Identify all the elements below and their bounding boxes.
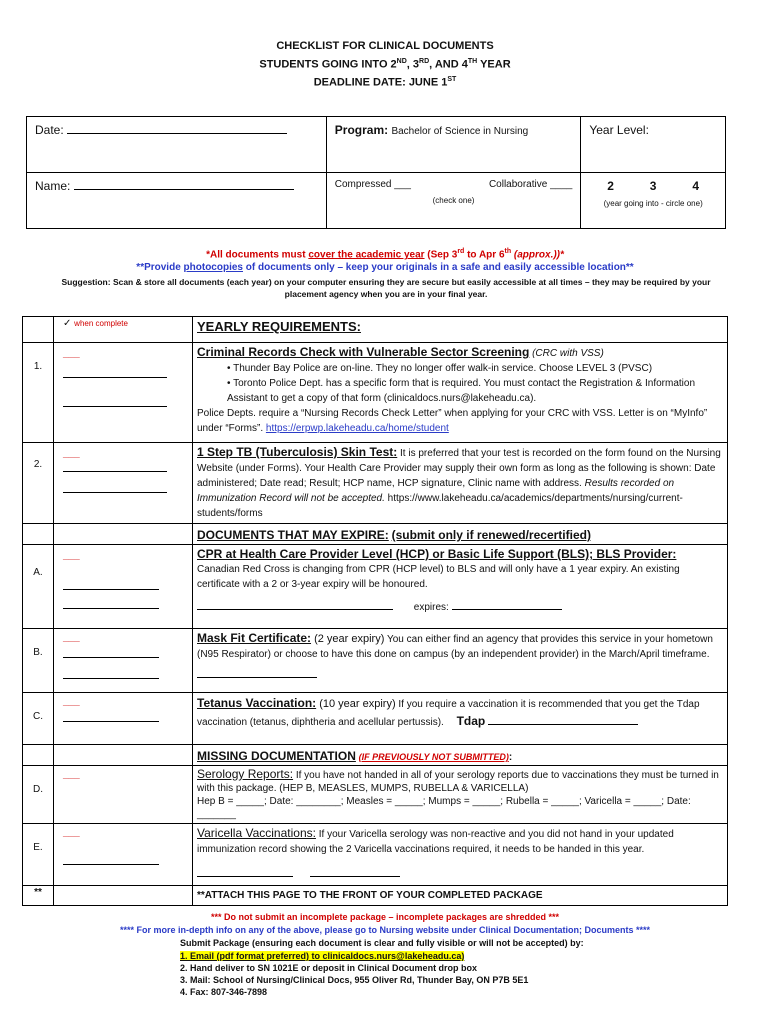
date-cell: Date: bbox=[27, 117, 327, 173]
check-mark-icon: ✓ bbox=[63, 318, 72, 329]
cpr-detail-field[interactable] bbox=[197, 609, 393, 610]
suggestion-note: Suggestion: Scan & store all documents (each year) on your computer ensuring they are secure but easily accessible at all times – they may be required by your placement agency when you are in your final year. bbox=[61, 277, 711, 299]
year-note: (year going into - circle one) bbox=[603, 199, 703, 208]
table-row: E. ___ Varicella Vaccinations: If your Varicella serology was non-reactive and you did not hand in your updated immunization record showing the 2 Varicella vaccinations required, it needs to be handed in this year. bbox=[23, 824, 728, 886]
requirements-table: ✓ when complete YEARLY REQUIREMENTS: 1. ___ Criminal Records Check with Vulnerable Sector Screening (CRC with VSS) • Thunder Bay Police are on-line. They no longer offer walk-in service. Choose LEVEL 3 (PVSC) • Toronto Police Dept. has a specific form that is required. You must contact the Registration & Information Assistant to get a copy of that form (clinicaldocs.nurs@lakeheadu.ca). Police Depts. require a “Nursing Records Check Letter” when applying for your CRC with VSS. Letter is on “MyInfo” under “Forms”. https://erpwp.lakeheadu.ca/home/student 2. ___ 1 Step TB (Tuberculosis) Skin Test: It is preferred that your test is recorded on the form found on the Nursing Website (under Forms). Your Health Care Provider may supply their own form as long as the following is shown: Date administered; Date read; Result; HCP name, HCP signature, Clinic name with address. Results recorded on Immunization Record will not be accepted. https://www.lakeheadu.ca/academics/departments/nursing/current-students/forms DOCUMENTS THAT MAY EXPIRE: (submit only if renewed/recertified) A. ___ CPR at Health Care Provider Level (HCP) or Basic Life Support (BLS); BLS Provider: Canadian Red Cross is changing from CPR (HCP level) to BLS and will only have a 1 year expiry. An existing certificate with a 2 or 3-year expiry will be honoured. expires: B. ___ Mask Fit Certificate: (2 year expiry) You can either find an agency that provides this service in your hometown (N95 Respirator) or choose to have this done on campus (by an independent provider) in the March/April timeframe. C. ___ Tetanus Vaccination: (10 year expiry) If you require a vaccination it is recommended that you get the Tdap vaccination (tetanus, diphtheria and acellular pertussis). Tdap MISSING DOCUMENTATION (IF PREVIOUSLY NOT SUBMITTED): D. ___ Serology Reports: If you have not handed in all of your serology reports due to vaccinations they must be turned in with this package. (HEP B, MEASLES, MUMPS, RUBELLA & VARICELLA) Hep B = _____; Date: ________; Measles = _____; Mumps = _____; Rubella = _____; Varicella = _____; Date: _______ E. ___ Varicella Vaccinations: If your Varicella serology was non-reactive and you did not hand in your updated immunization record showing the 2 Varicella vaccinations required, it needs to be handed in this year. ** **ATTACH THIS PAGE TO THE FRONT OF YOUR COMPLETED PACKAGE bbox=[22, 316, 728, 906]
academic-year-note: *All documents must cover the academic year (Sep 3rd to Apr 6th (approx.))* bbox=[206, 248, 564, 261]
compressed-option[interactable]: Compressed ___ bbox=[334, 179, 411, 190]
table-row: B. ___ Mask Fit Certificate: (2 year expiry) You can either find an agency that provides this service in your hometown (N95 Respirator) or choose to have this done on campus (by an independent provider) in the March/April timeframe. bbox=[23, 629, 728, 693]
name-field[interactable] bbox=[74, 189, 294, 190]
missing-title: MISSING DOCUMENTATION bbox=[197, 749, 356, 763]
collaborative-option[interactable]: Collaborative ____ bbox=[488, 179, 573, 190]
crc-field[interactable] bbox=[63, 377, 167, 378]
tetanus-field[interactable] bbox=[63, 721, 159, 722]
tb-field-2[interactable] bbox=[63, 492, 167, 493]
cpr-field-2[interactable] bbox=[63, 608, 159, 609]
submit-option-hand: 2. Hand deliver to SN 1021E or deposit in Clinical Document drop box bbox=[180, 963, 478, 973]
photocopies-note: **Provide photocopies of documents only – keep your originals in a safe and easily accessible location** bbox=[136, 262, 634, 273]
submit-option-email: 1. Email (pdf format preferred) to clinicaldocs.nurs@lakeheadu.ca) bbox=[180, 951, 465, 961]
year-level-cell: Year Level: bbox=[581, 117, 726, 173]
crc-field-2[interactable] bbox=[63, 406, 167, 407]
submit-instructions: Submit Package (ensuring each document is clear and fully visible or will not be accepted) by: bbox=[180, 938, 584, 948]
stream-cell bbox=[326, 173, 581, 229]
more-info-note: **** For more in-depth info on any of the above, please go to Nursing website under Clinical Documentation; Documents **** bbox=[119, 925, 651, 935]
mask-fit-field-2[interactable] bbox=[63, 678, 159, 679]
attach-note: **ATTACH THIS PAGE TO THE FRONT OF YOUR COMPLETED PACKAGE bbox=[193, 886, 728, 906]
incomplete-warning: *** Do not submit an incomplete package – incomplete packages are shredded *** bbox=[210, 912, 560, 922]
cpr-field[interactable] bbox=[63, 589, 159, 590]
table-row: 1. ___ Criminal Records Check with Vulnerable Sector Screening (CRC with VSS) • Thunder Bay Police are on-line. They no longer offer walk-in service. Choose LEVEL 3 (PVSC) • Toronto Police Dept. has a specific form that is required. You must contact the Registration & Information Assistant to get a copy of that form (clinicaldocs.nurs@lakeheadu.ca). Police Depts. require a “Nursing Records Check Letter” when applying for your CRC with VSS. Letter is on “MyInfo” under “Forms”. https://erpwp.lakeheadu.ca/home/student bbox=[23, 343, 728, 443]
year-choice-cell bbox=[581, 173, 726, 229]
table-row: ** **ATTACH THIS PAGE TO THE FRONT OF YOUR COMPLETED PACKAGE bbox=[23, 886, 728, 906]
yearly-requirements-title: YEARLY REQUIREMENTS: bbox=[197, 319, 361, 334]
year-4-option[interactable]: 4 bbox=[692, 179, 700, 193]
program-cell: Program: Bachelor of Science in Nursing bbox=[326, 117, 581, 173]
name-cell: Name: bbox=[27, 173, 327, 229]
myinfo-link[interactable]: https://erpwp.lakeheadu.ca/home/student bbox=[265, 423, 449, 434]
year-2-option[interactable]: 2 bbox=[607, 179, 614, 193]
expire-title: DOCUMENTS THAT MAY EXPIRE: bbox=[197, 528, 389, 542]
varicella-field[interactable] bbox=[63, 864, 159, 865]
year-3-option[interactable]: 3 bbox=[649, 179, 657, 193]
date-field[interactable] bbox=[67, 133, 287, 134]
table-row: A. ___ CPR at Health Care Provider Level (HCP) or Basic Life Support (BLS); BLS Provider: Canadian Red Cross is changing from CPR (HCP level) to BLS and will only have a 1 year expiry. An existing certificate with a 2 or 3-year expiry will be honoured. expires: bbox=[23, 545, 728, 629]
table-row: C. ___ Tetanus Vaccination: (10 year expiry) If you require a vaccination it is recommended that you get the Tdap vaccination (tetanus, diphtheria and acellular pertussis). Tdap bbox=[23, 693, 728, 745]
mask-fit-detail-field[interactable] bbox=[197, 677, 317, 678]
check-one-note: (check one) bbox=[432, 196, 475, 205]
table-row: 2. ___ 1 Step TB (Tuberculosis) Skin Test: It is preferred that your test is recorded on the form found on the Nursing Website (under Forms). Your Health Care Provider may supply their own form as long as the following is shown: Date administered; Date read; Result; HCP name, HCP signature, Clinic name with address. Results recorded on Immunization Record will not be accepted. https://www.lakeheadu.ca/academics/departments/nursing/current-students/forms bbox=[23, 443, 728, 524]
varicella-detail-field-1[interactable] bbox=[197, 876, 293, 877]
table-row: D. ___ Serology Reports: If you have not handed in all of your serology reports due to vaccinations they must be turned in with this package. (HEP B, MEASLES, MUMPS, RUBELLA & VARICELLA) Hep B = _____; Date: ________; Measles = _____; Mumps = _____; Rubella = _____; Varicella = _____; Date: _______ bbox=[23, 766, 728, 824]
mask-fit-field[interactable] bbox=[63, 657, 159, 658]
title-line-1: CHECKLIST FOR CLINICAL DOCUMENTS bbox=[276, 40, 494, 52]
title-line-2: STUDENTS GOING INTO 2ND, 3RD, AND 4TH YEAR bbox=[259, 58, 511, 71]
tdap-field[interactable] bbox=[488, 724, 638, 725]
cpr-expires-field[interactable] bbox=[452, 609, 562, 610]
student-info-table bbox=[26, 116, 726, 229]
tb-field[interactable] bbox=[63, 471, 167, 472]
submit-option-mail: 3. Mail: School of Nursing/Clinical Docs, 955 Oliver Rd, Thunder Bay, ON P7B 5E1 bbox=[180, 975, 529, 985]
submit-option-fax: 4. Fax: 807-346-7898 bbox=[180, 987, 268, 997]
serology-fields[interactable]: Hep B = _____; Date: ________; Measles = _____; Mumps = _____; Rubella = _____; Varicella = _____; Date: _______ bbox=[197, 796, 691, 820]
varicella-detail-field-2[interactable] bbox=[310, 876, 400, 877]
deadline-line: DEADLINE DATE: JUNE 1ST bbox=[313, 76, 457, 89]
